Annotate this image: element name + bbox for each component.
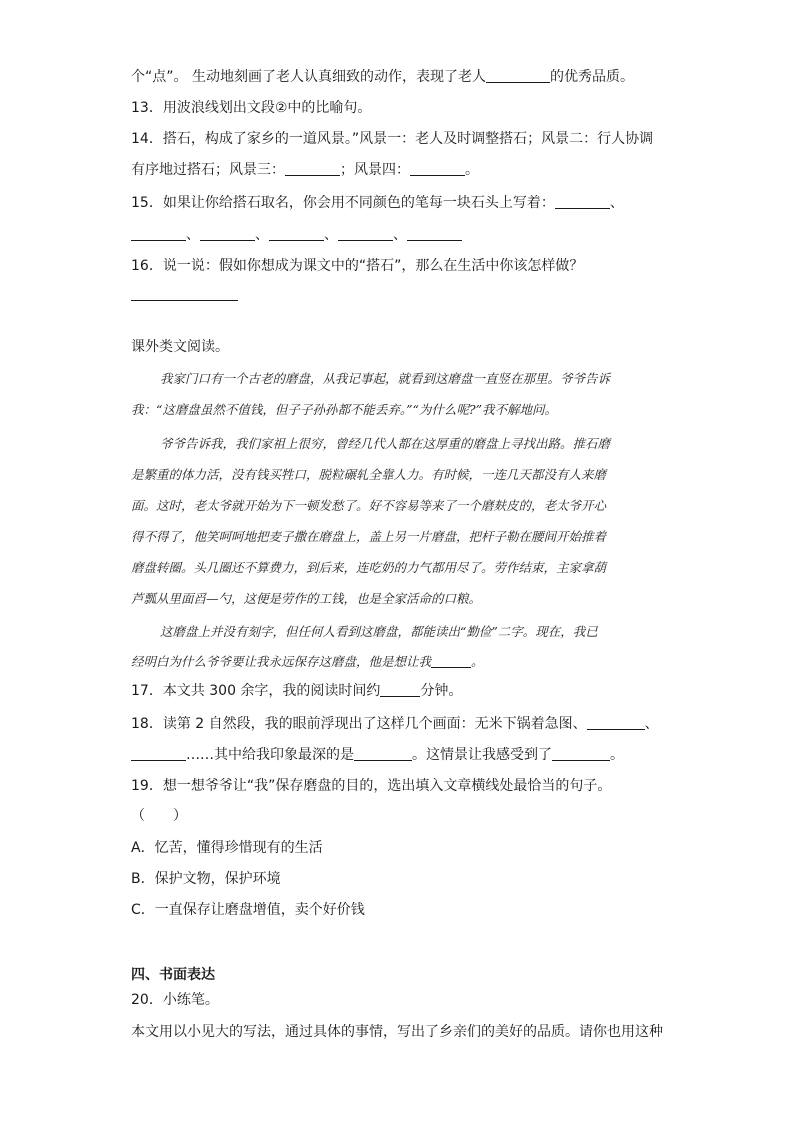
q14-text: ；风景四： [340, 162, 410, 178]
answer-line[interactable] [131, 300, 238, 301]
passage-line [131, 652, 671, 672]
q12-text: 个“点”。 生动地刻画了老人认真细致的动作，表现了老人 [131, 69, 486, 85]
answer-blank[interactable] [486, 68, 550, 83]
q15-text: 15．如果让你给搭石取名，你会用不同颜色的笔每一块石头上写着： [131, 195, 555, 211]
passage-line: 这磨盘上并没有刻字，但任何人看到这磨盘，都能读出“勤俭”二字。现在，我已 [160, 624, 598, 639]
passage-line: 我家门口有一个古老的磨盘，从我记事起，就看到这磨盘一直竖在那里。爷爷告诉 [160, 371, 611, 386]
option-c[interactable]: C．一直保存让磨盘增值，卖个好价钱 [131, 902, 365, 918]
q14-text: 有序地过搭石；风景三： [131, 162, 285, 178]
passage-line: 我：“这磨盘虽然不值钱，但子子孙孙都不能丢弃。”“为什么呢?”我不解地问。 [131, 402, 558, 417]
q15-sep: 、 [186, 227, 200, 243]
passage-line: 芦瓢从里面舀—勺，这便是劳作的工钱，也是全家活命的口粮。 [131, 591, 482, 606]
answer-blank[interactable] [131, 746, 186, 761]
question-17 [131, 681, 671, 701]
q17-text: 17．本文共 300 余字，我的阅读时间约 [131, 683, 381, 699]
q18-text: 。 [610, 747, 624, 763]
q15-sep: 、 [324, 227, 338, 243]
q17-text: 分钟。 [420, 683, 463, 699]
question-14-line1: 14．搭石，构成了家乡的一道风景。”风景一：老人及时调整搭石；风景二：行人协调 [131, 131, 654, 147]
answer-blank[interactable] [552, 746, 610, 761]
answer-blank[interactable] [410, 161, 465, 176]
passage-line: 磨盘转圈。头几圈还不算费力，到后来，连吃奶的力气都用尽了。劳作结束，主家拿葫 [131, 560, 607, 575]
answer-blank[interactable] [200, 226, 255, 241]
q12-text-end: 的优秀品质。 [549, 69, 634, 85]
q15-sep: 、 [609, 195, 624, 211]
answer-blank[interactable] [555, 194, 610, 209]
section-writing-heading: 四、书面表达 [131, 967, 215, 983]
passage-line: 得不得了，他笑呵呵地把麦子撒在磨盘上，盖上另一片磨盘，把杆子勒在腰间开始推着 [131, 529, 607, 544]
question-16: 16．说一说：假如你想成为课文中的“搭石”，那么在生活中你该怎样做？ [131, 258, 584, 274]
q14-text: 。 [465, 162, 479, 178]
question-20-text: 本文用以小见大的写法，通过具体的事情，写出了乡亲们的美好的品质。请你也用这种 [131, 1024, 663, 1040]
question-20: 20．小练笔。 [131, 992, 219, 1008]
passage-line: 面。这时，老太爷就开始为下一顿发愁了。好不容易等来了一个磨麸皮的，老太爷开心 [131, 498, 607, 513]
q12-tail [131, 67, 671, 87]
passage-line: 是繁重的体力活，没有钱买牲口，脱粒碾轧全靠人力。有时候，一连几天都没有人来磨 [131, 467, 607, 482]
q18-text: 18．读第 2 自然段，我的眼前浮现出了这样几个画面：无米下锅着急图、 [131, 716, 587, 732]
passage-text: 。 [471, 654, 484, 669]
option-a[interactable]: A．忆苦，懂得珍惜现有的生活 [131, 840, 323, 856]
q15-sep: 、 [255, 227, 269, 243]
question-13: 13．用波浪线划出文段②中的比喻句。 [131, 100, 372, 116]
answer-blank[interactable] [380, 682, 420, 697]
passage-text: 经明白为什么爷爷要让我永远保存这磨盘，他是想让我 [131, 654, 432, 669]
answer-blank[interactable] [587, 715, 645, 730]
q15-sep: 、 [393, 227, 407, 243]
answer-blank[interactable] [407, 226, 462, 241]
q18-text: ……其中给我印象最深的是 [186, 747, 354, 763]
question-15-line1 [131, 193, 671, 213]
question-19-stem: 19．想一想爷爷让“我”保存磨盘的目的，选出填入文章横线处最恰当的句子。 [131, 778, 612, 794]
option-b[interactable]: B．保护文物，保护环境 [131, 871, 281, 887]
answer-blank[interactable] [269, 226, 324, 241]
answer-blank[interactable] [285, 161, 340, 176]
answer-blank[interactable] [338, 226, 393, 241]
answer-blank[interactable] [431, 653, 471, 668]
passage-line: 爷爷告诉我，我们家祖上很穷，曾经几代人都在这厚重的磨盘上寻找出路。推石磨 [160, 436, 611, 451]
section-reading-heading: 课外类文阅读。 [131, 339, 229, 355]
q18-text: 、 [644, 716, 659, 732]
answer-blank[interactable] [131, 226, 186, 241]
question-14-line2 [131, 160, 671, 180]
question-15-line2 [131, 225, 671, 245]
question-18-line1 [131, 714, 671, 734]
answer-parentheses[interactable]: （ ） [131, 808, 187, 824]
answer-blank[interactable] [354, 746, 412, 761]
question-18-line2 [131, 745, 671, 765]
q18-text: 。这情景让我感受到了 [412, 747, 552, 763]
